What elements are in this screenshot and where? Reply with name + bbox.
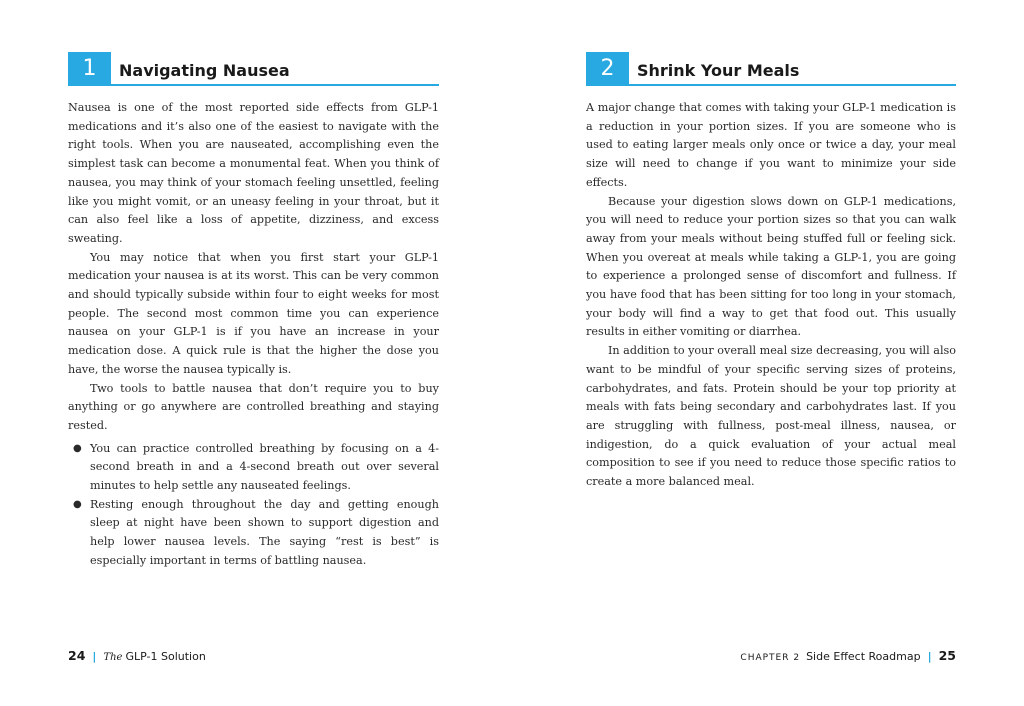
section-title: Navigating Nausea	[119, 61, 290, 80]
book-title-prefix: The	[103, 652, 123, 663]
bullet-dot-icon: ●	[73, 442, 82, 454]
list-item	[68, 440, 439, 496]
section-header-2	[586, 52, 956, 86]
bullet-dot-icon: ●	[73, 498, 82, 510]
paragraph: You may notice that when you first start your GLP-1 medication your nausea is at its worst. This can be very common and should typically subside within four to eight weeks for most people. The second most common time you can experience nausea on your GLP-1 is if you have an increase in your medication dose. A quick rule is that the higher the dose you have, the worse the nausea typically is.	[68, 250, 439, 376]
chapter-label: CHAPTER 2	[740, 653, 801, 663]
right-page	[512, 0, 1024, 706]
section-number-badge: 2	[586, 52, 629, 84]
list-item-text: You can practice controlled breathing by focusing on a 4-second breath in and a 4-second breath out over several minutes to help settle any nauseated feelings.	[90, 441, 439, 493]
paragraph: Because your digestion slows down on GLP-1 medications, you will need to reduce your portion sizes so that you can walk away from your meals without being stuffed full or feeling sick. When you overeat at meals while taking a GLP-1, you are going to experience a prolonged sense of discomfort and fullness. If you have food that has been sitting for too long in your stomach, your body will find a way to get that food out. This usually results in either vomiting or diarrhea.	[586, 194, 956, 339]
section-title: Shrink Your Meals	[637, 61, 800, 80]
page-number: 24	[68, 648, 86, 663]
paragraph: Nausea is one of the most reported side effects from GLP-1 medications and it’s also one of the easiest to navigate with the right tools. When you are nauseated, accomplishing even the simplest task can become a monumental feat. When you think of nausea, you may think of your stomach feeling unsettled, feeling like you might vomit, or an uneasy feeling in your throat, but it can also feel like a loss of appetite, dizziness, and excess sweating.	[68, 101, 439, 245]
section-number-badge: 1	[68, 52, 111, 84]
paragraph: Two tools to battle nausea that don’t require you to buy anything or go anywhere are controlled breathing and staying rested.	[68, 381, 439, 432]
section-body	[586, 99, 956, 492]
book-title: GLP-1 Solution	[125, 650, 206, 663]
bullet-list	[68, 440, 439, 571]
section-body	[68, 99, 439, 571]
list-item-text: Resting enough throughout the day and getting enough sleep at night have been shown to support digestion and help lower nausea levels. The saying “rest is best” is especially important in terms of battling nausea.	[90, 497, 439, 567]
page-number: 25	[938, 648, 956, 663]
page-footer	[740, 648, 956, 663]
footer-separator: |	[92, 650, 97, 663]
page-footer	[68, 648, 206, 663]
list-item	[68, 496, 439, 571]
section-header-1	[68, 52, 439, 86]
paragraph: A major change that comes with taking your GLP-1 medication is a reduction in your portion sizes. If you are someone who is used to eating larger meals only once or twice a day, your meal size will need to change if you want to minimize your side effects.	[586, 101, 956, 189]
paragraph: In addition to your overall meal size decreasing, you will also want to be mindful of your specific serving sizes of proteins, carbohydrates, and fats. Protein should be your top priority at meals with fats being secondary and carbohydrates last. If you are struggling with fullness, post-meal illness, nausea, or indigestion, do a quick evaluation of your actual meal composition to see if you need to reduce those specific ratios to create a more balanced meal.	[586, 344, 956, 489]
chapter-title: Side Effect Roadmap	[806, 650, 921, 663]
footer-separator: |	[927, 650, 932, 663]
